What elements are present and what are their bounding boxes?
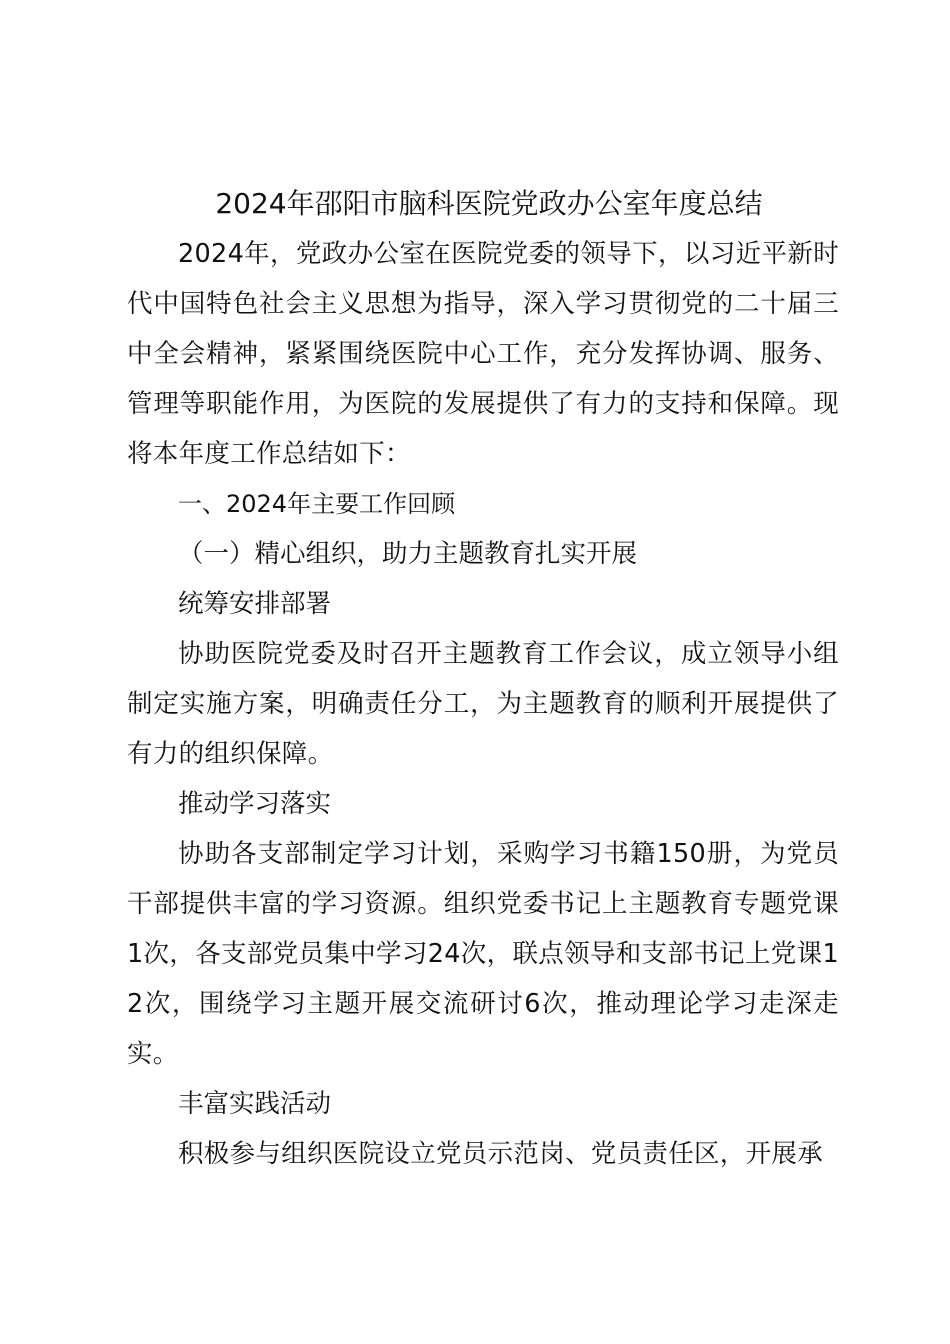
topic-heading-study: 推动学习落实 xyxy=(178,789,332,819)
planning-paragraph: 协助医院党委及时召开主题教育工作会议，成立领导小组制定实施方案，明确责任分工，为主题教育的顺利开展提供了有力的组织保障。 xyxy=(127,639,839,769)
document-title: 2024年邵阳市脑科医院党政办公室年度总结 xyxy=(215,187,763,220)
topic-heading-practice: 丰富实践活动 xyxy=(178,1089,332,1119)
intro-paragraph: 2024年，党政办公室在医院党委的领导下，以习近平新时代中国特色社会主义思想为指导，深入学习贯彻党的二十届三中全会精神，紧紧围绕医院中心工作，充分发挥协调、服务、管理等职能作用，为医院的发展提供了有力的支持和保障。现将本年度工作总结如下： xyxy=(127,239,839,469)
study-paragraph: 协助各支部制定学习计划，采购学习书籍150册，为党员干部提供丰富的学习资源。组织党委书记上主题教育专题党课1次，各支部党员集中学习24次，联点领导和支部书记上党课12次，围绕学习主题开展交流研讨6次，推动理论学习走深走实。 xyxy=(127,839,839,1069)
practice-paragraph: 积极参与组织医院设立党员示范岗、党员责任区，开展承 xyxy=(178,1139,824,1169)
subsection-heading-theme-education: （一）精心组织，助力主题教育扎实开展 xyxy=(178,539,638,569)
section-heading-review: 一、2024年主要工作回顾 xyxy=(178,490,456,518)
topic-heading-planning: 统筹安排部署 xyxy=(178,589,332,619)
document-page xyxy=(127,180,839,1179)
